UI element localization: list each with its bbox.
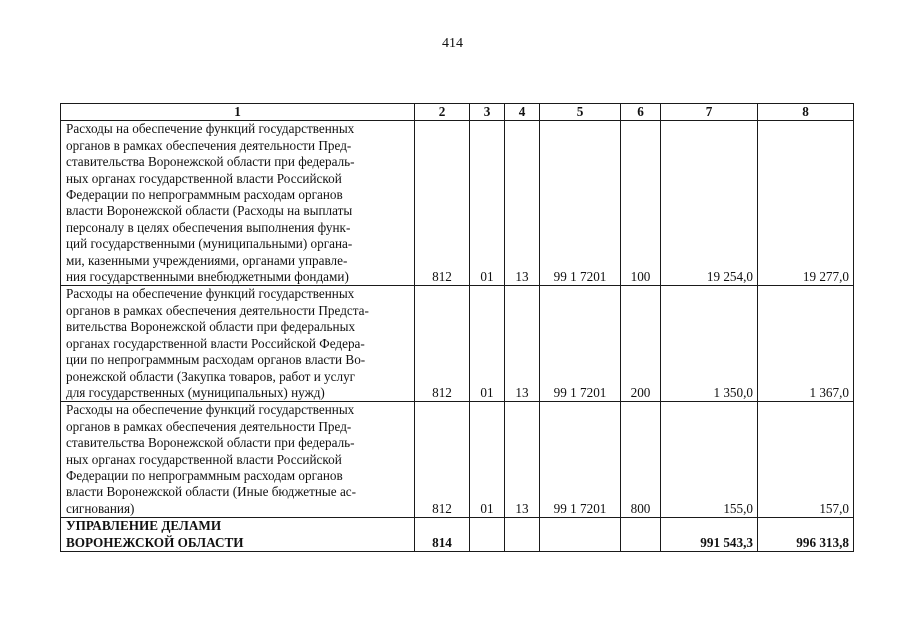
header-row xyxy=(61,104,854,121)
cell-sum-1: 1 350,0 xyxy=(661,286,758,402)
cell-csr: 99 1 7201 xyxy=(540,286,621,402)
cell-vr: 200 xyxy=(621,286,661,402)
row-description: Расходы на обеспечение функций государственных органов в рамках обеспечения деятельности Пред- ставительства Воронежской области при федераль- ных органах государственной власти Российской Федерации по непрограммным расходам органов власти Воронежской области (Иные бюджетные ас- сигнования) xyxy=(61,402,415,518)
total-description: УПРАВЛЕНИЕ ДЕЛАМИ ВОРОНЕЖСКОЙ ОБЛАСТИ xyxy=(61,518,415,552)
cell-grbs: 812 xyxy=(415,121,470,286)
total-sum-1: 991 543,3 xyxy=(661,518,758,552)
header-col-4: 4 xyxy=(505,104,540,121)
cell-pr: 13 xyxy=(505,286,540,402)
cell-sum-1: 155,0 xyxy=(661,402,758,518)
row-description: Расходы на обеспечение функций государственных органов в рамках обеспечения деятельности Пред- ставительства Воронежской области при федераль- ных органах государственной власти Российской Федерации по непрограммным расходам органов власти Воронежской области (Расходы на выплаты персоналу в целях обеспечения выполнения функ- ций государственными (муниципальными) органа- ми, казенными учреждениями, органами управле- ния государственными внебюджетными фондами) xyxy=(61,121,415,286)
table-row xyxy=(61,286,854,402)
cell-sum-1: 19 254,0 xyxy=(661,121,758,286)
total-pr xyxy=(505,518,540,552)
cell-grbs: 812 xyxy=(415,402,470,518)
page-number: 414 xyxy=(442,36,463,51)
header-col-5: 5 xyxy=(540,104,621,121)
total-vr xyxy=(621,518,661,552)
header-col-2: 2 xyxy=(415,104,470,121)
cell-rz: 01 xyxy=(470,121,505,286)
cell-sum-2: 157,0 xyxy=(758,402,854,518)
cell-pr: 13 xyxy=(505,402,540,518)
cell-csr: 99 1 7201 xyxy=(540,121,621,286)
row-description: Расходы на обеспечение функций государственных органов в рамках обеспечения деятельности Предста- вительства Воронежской области при федеральных органах государственной власти Российской Федера- ции по непрограммным расходам органов власти Во- ронежской области (Закупка товаров, работ и услуг для государственных (муниципальных) нужд) xyxy=(61,286,415,402)
header-col-1: 1 xyxy=(61,104,415,121)
table-row xyxy=(61,121,854,286)
header-col-8: 8 xyxy=(758,104,854,121)
cell-pr: 13 xyxy=(505,121,540,286)
table-row xyxy=(61,402,854,518)
cell-rz: 01 xyxy=(470,286,505,402)
cell-rz: 01 xyxy=(470,402,505,518)
cell-vr: 100 xyxy=(621,121,661,286)
total-csr xyxy=(540,518,621,552)
budget-table xyxy=(60,103,854,552)
cell-csr: 99 1 7201 xyxy=(540,402,621,518)
header-col-6: 6 xyxy=(621,104,661,121)
total-grbs: 814 xyxy=(415,518,470,552)
cell-vr: 800 xyxy=(621,402,661,518)
cell-grbs: 812 xyxy=(415,286,470,402)
header-col-7: 7 xyxy=(661,104,758,121)
cell-sum-2: 1 367,0 xyxy=(758,286,854,402)
header-col-3: 3 xyxy=(470,104,505,121)
total-rz xyxy=(470,518,505,552)
cell-sum-2: 19 277,0 xyxy=(758,121,854,286)
total-sum-2: 996 313,8 xyxy=(758,518,854,552)
total-row xyxy=(61,518,854,552)
